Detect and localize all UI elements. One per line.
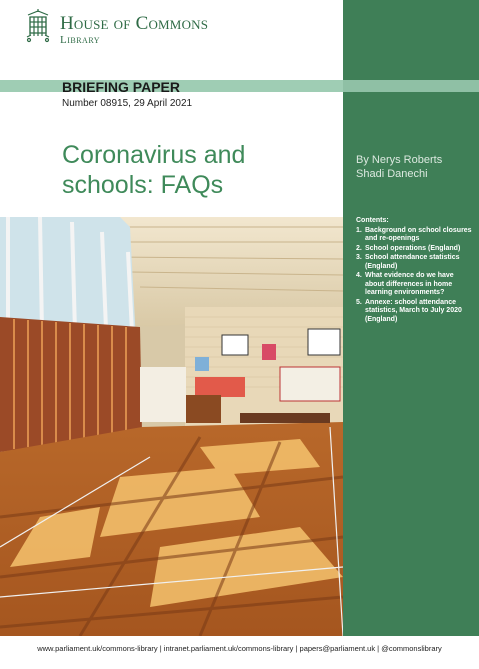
contents-item-number: 1. — [356, 226, 362, 234]
logo-subtitle: Library — [60, 34, 101, 46]
contents-item-text: School operations (England) — [365, 244, 461, 252]
contents-item-text: Annexe: school attendance statistics, March to July 2020 (England) — [365, 298, 462, 323]
contents-heading: Contents: — [356, 217, 389, 224]
portcullis-icon — [25, 9, 51, 43]
footer-links: www.parliament.uk/commons-library | intranet.parliament.uk/commons-library | papers@parliament.uk | @commonslibrary — [37, 644, 442, 653]
logo-title: House of Commons — [60, 13, 209, 34]
contents-item[interactable] — [356, 272, 474, 298]
author-line-2: Shadi Danechi — [356, 168, 428, 180]
paper-number: Number 08915, 29 April 2021 — [62, 98, 193, 109]
contents-item-text: Background on school closures and re-openings — [365, 226, 472, 242]
contents-item-text: What evidence do we have about differences in home learning environments? — [365, 272, 454, 296]
school-gym-photo — [0, 217, 343, 636]
contents-list — [356, 217, 474, 325]
house-of-commons-logo — [25, 9, 245, 47]
contents-item-number: 2. — [356, 244, 362, 252]
contents-item[interactable] — [356, 245, 474, 254]
briefing-paper-label: BRIEFING PAPER — [62, 79, 180, 95]
contents-item[interactable] — [356, 299, 474, 325]
header-band-right — [343, 80, 479, 92]
author-line-1: By Nerys Roberts — [356, 154, 443, 166]
contents-item-number: 4. — [356, 272, 362, 279]
contents-item-number: 5. — [356, 298, 362, 306]
authors — [356, 153, 474, 181]
contents-item-text: School attendance statistics (England) — [365, 254, 460, 270]
contents-item[interactable] — [356, 227, 474, 244]
contents-item[interactable] — [356, 254, 474, 271]
contents-item-number: 3. — [356, 254, 362, 261]
page-title: Coronavirus and schools: FAQs — [62, 141, 246, 199]
